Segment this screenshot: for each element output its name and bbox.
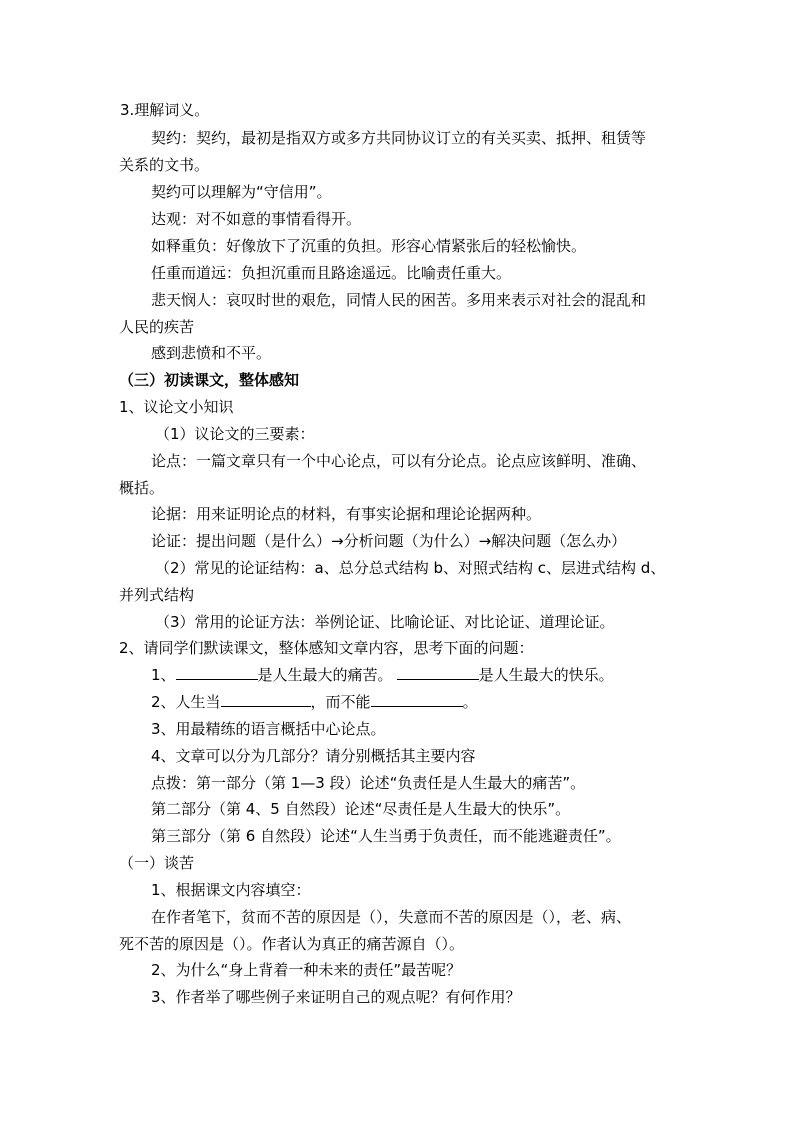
lunju-line: 论据：用来证明论点的材料，有事实论据和理论论据两种。 [151, 505, 542, 523]
item-1-1: （1）议论文的三要素： [155, 425, 315, 443]
section-3-title: 3.理解词义。 [120, 101, 210, 119]
question-2-part-c: 。 [462, 693, 478, 711]
answer-blank[interactable] [371, 692, 463, 707]
hint-part-1: 点拨：第一部分（第 1—3 段）论述“负责任是人生最大的痛苦”。 [151, 774, 586, 792]
definition-daguan: 达观：对不如意的事情看得开。 [151, 210, 362, 228]
definition-beitian-line-2: 人民的疾苦 [119, 318, 195, 336]
tanku-question-3: 3、作者举了哪些例子来证明自己的观点呢？有何作用？ [151, 988, 521, 1006]
question-4: 4、文章可以分为几部分？请分别概括其主要内容 [151, 747, 476, 765]
definition-beitian-line-3: 感到悲愤和不平。 [151, 344, 272, 362]
tanku-question-1: 1、根据课文内容填空： [151, 881, 311, 899]
lunzheng-line: 论证：提出问题（是什么）→分析问题（为什么）→解决问题（怎么办） [151, 532, 627, 550]
item-1-2-line-2: 并列式结构 [119, 586, 195, 604]
item-2-heading: 2、请同学们默读课文，整体感知文章内容，思考下面的问题： [119, 639, 534, 657]
question-1-middle: 是人生最大的痛苦。 [257, 666, 393, 684]
lundian-line-1: 论点：一篇文章只有一个中心论点，可以有分论点。论点应该鲜明、准确、 [151, 452, 647, 470]
tanku-fill-line-2: 死不苦的原因是（）。作者认为真正的痛苦源自（）。 [119, 935, 465, 953]
tanku-fill-line-1: 在作者笔下，贫而不苦的原因是（），失意而不苦的原因是（），老、病、 [151, 908, 632, 926]
question-2-part-a: 2、人生当 [151, 693, 221, 711]
question-1 [151, 665, 614, 685]
subsection-tanku: （一）谈苦 [119, 854, 195, 872]
definition-renzhong: 任重而道远：负担沉重而且路途遥远。比喻责任重大。 [151, 264, 512, 282]
lundian-line-2: 概括。 [119, 479, 165, 497]
question-2-part-b: ，而不能 [310, 693, 371, 711]
item-1-3: （3）常用的论证方法：举例论证、比喻论证、对比论证、道理论证。 [155, 613, 615, 631]
item-1-2-line-1: （2）常见的论证结构：a、总分总式结构 b、对照式结构 c、层进式结构 d、 [155, 559, 666, 577]
item-1-heading: 1、议论文小知识 [119, 398, 234, 416]
question-1-end: 是人生最大的快乐。 [478, 666, 614, 684]
definition-beitian-line-1: 悲天悯人：哀叹时世的艰危，同情人民的困苦。多用来表示对社会的混乱和 [151, 291, 647, 309]
definition-qiyue-line-1: 契约：契约，最初是指双方或多方共同协议订立的有关买卖、抵押、租赁等 [151, 129, 647, 147]
hint-part-3: 第三部分（第 6 自然段）论述“人生当勇于负责任，而不能逃避责任”。 [151, 827, 621, 845]
tanku-question-2: 2、为什么“身上背着一种未来的责任”最苦呢？ [151, 961, 462, 979]
question-1-number: 1、 [151, 666, 176, 684]
question-2 [151, 692, 478, 712]
answer-blank[interactable] [221, 692, 311, 707]
hint-part-2: 第二部分（第 4、5 自然段）论述“尽责任是人生最大的快乐”。 [151, 800, 571, 818]
section-heading-first-reading: （三）初读课文，整体感知 [119, 371, 300, 389]
definition-rushi: 如释重负：好像放下了沉重的负担。形容心情紧张后的轻松愉快。 [151, 237, 587, 255]
definition-qiyue-line-2: 关系的文书。 [119, 156, 210, 174]
definition-qiyue-line-3: 契约可以理解为“守信用”。 [151, 183, 332, 201]
answer-blank[interactable] [397, 665, 479, 680]
answer-blank[interactable] [176, 665, 258, 680]
question-3: 3、用最精练的语言概括中心论点。 [151, 720, 386, 738]
